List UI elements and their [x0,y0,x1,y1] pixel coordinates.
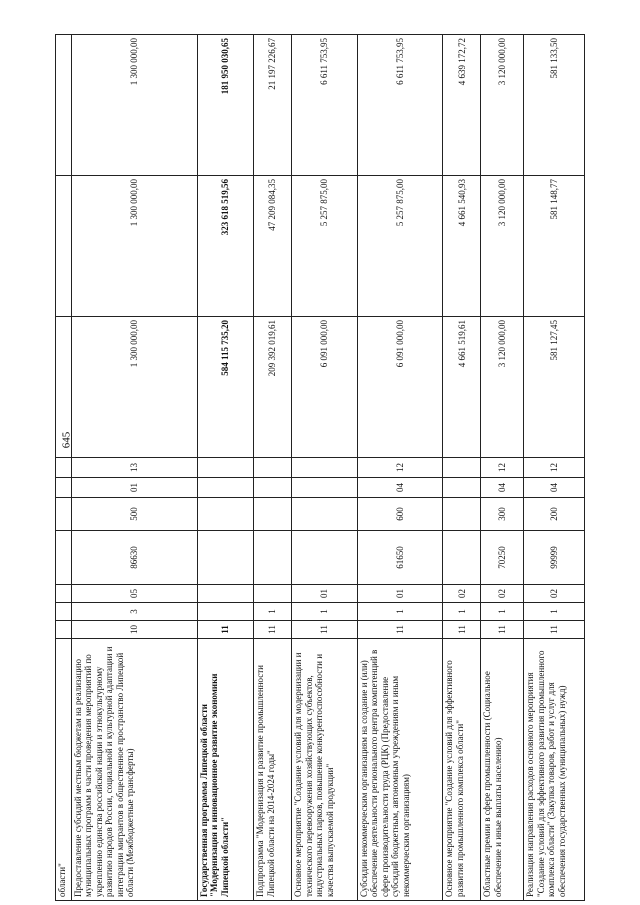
cell-c7: 12 [357,458,443,478]
cell-n1: 6 091 000,00 [357,317,443,458]
cell-n2: 47 209 084,35 [254,176,292,317]
page-number: 645 [60,431,73,449]
cell-n1: 581 127,45 [524,317,585,458]
cell-c7: 13 [71,458,197,478]
cell-c6: 04 [357,478,443,498]
cell-c4: 86630 [71,531,197,585]
table-row [524,35,585,901]
cell-c4 [254,531,292,585]
cell-c4 [197,531,253,585]
cell-c3: 01 [292,585,357,603]
cell-n2: 5 257 875,00 [292,176,357,317]
cell-c7 [56,458,72,478]
cell-n2 [56,176,72,317]
cell-desc: Подпрограмма "Модернизация и развитие промышленности Липецкой области на 2014-2024 годы" [254,639,292,901]
cell-desc: Реализация направления расходов основного мероприятия "Создание условий для эффективного развития промышленного комплекса области" (Закупка товаров, работ и услуг для обеспечения государственных (муниципальных) нужд) [524,639,585,901]
cell-c2: 1 [481,603,524,621]
cell-c7 [254,458,292,478]
cell-n3: 21 197 226,67 [254,35,292,176]
cell-c3 [197,585,253,603]
cell-c5 [254,498,292,531]
cell-n3: 1 300 000,00 [71,35,197,176]
cell-c3: 05 [71,585,197,603]
cell-desc: Основное мероприятие "Создание условий для эффективного развития промышленного комплекса области" [443,639,481,901]
cell-n3: 3 120 000,00 [481,35,524,176]
table-row [292,35,357,901]
cell-c1: 11 [292,621,357,639]
cell-c2: 3 [71,603,197,621]
cell-c6 [254,478,292,498]
budget-table [55,34,585,901]
cell-c2 [56,603,72,621]
cell-c6 [443,478,481,498]
cell-c1: 10 [71,621,197,639]
cell-c2: 1 [357,603,443,621]
cell-n2: 323 618 519,56 [197,176,253,317]
cell-n1 [56,317,72,458]
table-row [254,35,292,901]
cell-c5 [292,498,357,531]
cell-c2 [197,603,253,621]
cell-c6 [197,478,253,498]
cell-c2: 1 [254,603,292,621]
cell-desc: Основное мероприятие "Создание условий для модернизации и технического перевооружения хозяйствующих субъектов, индустриальных парков, повышение конкурентоспособности и качества выпускаемой продукции" [292,639,357,901]
cell-c5 [56,498,72,531]
cell-n2: 1 300 000,00 [71,176,197,317]
cell-c5: 200 [524,498,585,531]
cell-c4 [292,531,357,585]
cell-n3: 6 611 753,95 [292,35,357,176]
cell-c1: 11 [443,621,481,639]
cell-n3: 581 133,50 [524,35,585,176]
table-row [71,35,197,901]
cell-c7: 12 [481,458,524,478]
cell-c4 [56,531,72,585]
cell-n1: 209 392 019,61 [254,317,292,458]
table-row [357,35,443,901]
cell-n1: 3 120 000,00 [481,317,524,458]
cell-c3: 01 [357,585,443,603]
cell-c2: 1 [443,603,481,621]
cell-n1: 6 091 000,00 [292,317,357,458]
cell-c3 [254,585,292,603]
cell-c5 [443,498,481,531]
cell-c4: 61650 [357,531,443,585]
cell-c1: 11 [481,621,524,639]
cell-c3: 02 [481,585,524,603]
cell-c7 [197,458,253,478]
cell-c1: 11 [357,621,443,639]
cell-c6: 04 [481,478,524,498]
cell-c5: 300 [481,498,524,531]
cell-c2: 1 [292,603,357,621]
cell-c1: 11 [197,621,253,639]
cell-c6: 04 [524,478,585,498]
cell-c5: 500 [71,498,197,531]
cell-n1: 584 115 735,20 [197,317,253,458]
cell-n2: 581 148,77 [524,176,585,317]
cell-n3 [56,35,72,176]
cell-c5: 600 [357,498,443,531]
rotated-page [55,35,585,901]
cell-n3: 181 950 030,65 [197,35,253,176]
cell-n3: 6 611 753,95 [357,35,443,176]
cell-c5 [197,498,253,531]
cell-c4: 70250 [481,531,524,585]
cell-n3: 4 639 172,72 [443,35,481,176]
cell-c3: 02 [443,585,481,603]
cell-n2: 5 257 875,00 [357,176,443,317]
cell-n1: 4 661 519,61 [443,317,481,458]
cell-desc: Предоставление субсидий местным бюджетам на реализацию муниципальных программ в части проведения мероприятий по укреплению единства российской нации и этнокультурному развитию народов России, социальной и культурной адаптации и интеграции мигрантов в общественное пространство Липецкой области (Межбюджетные трансферты) [71,639,197,901]
cell-desc: Субсидии некоммерческим организациям на создание и (или) обеспечение деятельности регионального центра компетенций в сфере производительности труда (РЦК) (Предоставление субсидий бюджетным, автономным учреждениям и иным некоммерческим организациям) [357,639,443,901]
cell-n2: 3 120 000,00 [481,176,524,317]
cell-c4: 99999 [524,531,585,585]
cell-n2: 4 661 540,93 [443,176,481,317]
cell-c6 [292,478,357,498]
table-row [481,35,524,901]
cell-c4 [443,531,481,585]
table-row [197,35,253,901]
cell-c1 [56,621,72,639]
cell-n1: 1 300 000,00 [71,317,197,458]
table-row [443,35,481,901]
cell-c1: 11 [254,621,292,639]
cell-desc: области" [56,639,72,901]
cell-c1: 11 [524,621,585,639]
cell-c7 [292,458,357,478]
cell-c6: 01 [71,478,197,498]
cell-desc: Государственная программа Липецкой области "Модернизация и инновационное развитие экономики Липецкой области" [197,639,253,901]
cell-c6 [56,478,72,498]
table-row [56,35,72,901]
cell-c7 [443,458,481,478]
cell-c2: 1 [524,603,585,621]
cell-c7: 12 [524,458,585,478]
cell-desc: Областные премии в сфере промышленности (Социальное обеспечение и иные выплаты населению) [481,639,524,901]
cell-c3: 02 [524,585,585,603]
cell-c3 [56,585,72,603]
